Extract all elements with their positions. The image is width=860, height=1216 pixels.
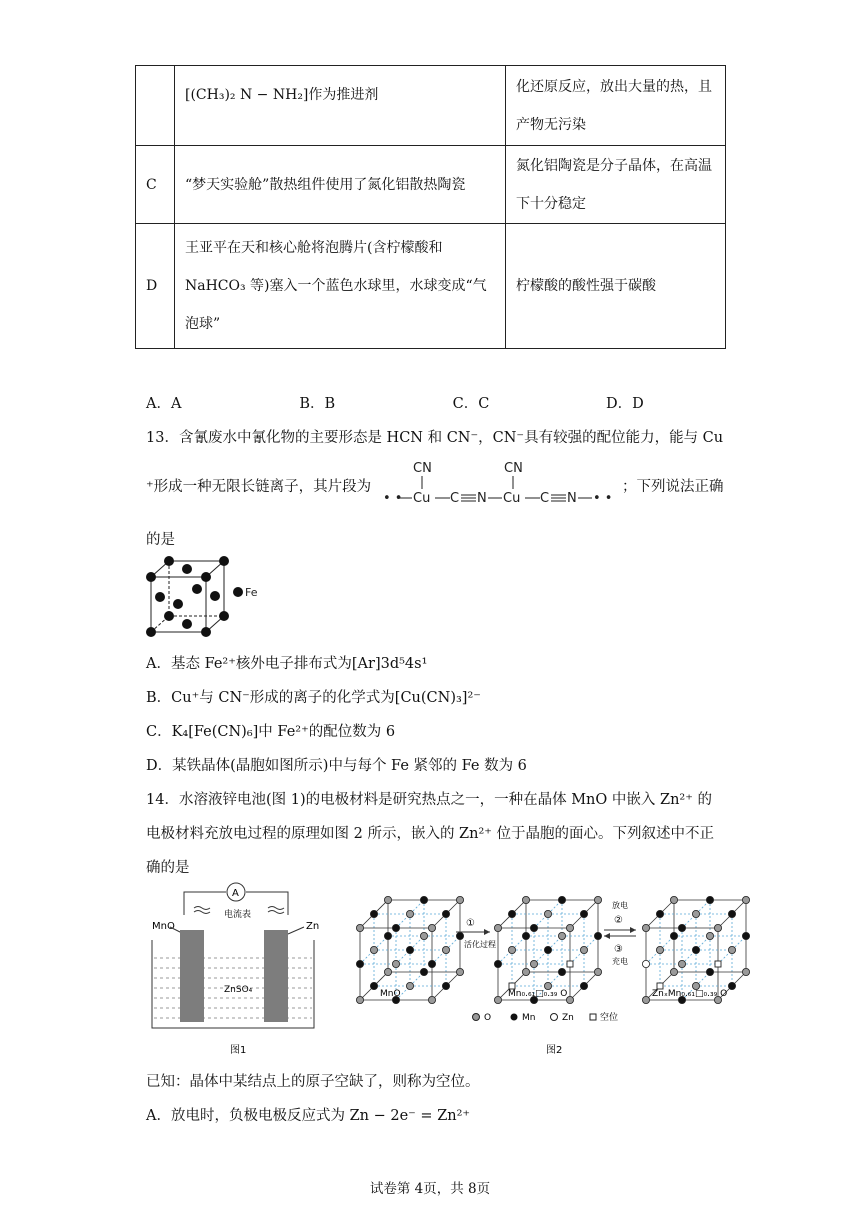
q13-line3: 的是 (146, 532, 175, 548)
row-c-content: “梦天实验舱”散热组件使用了氮化铝散热陶瓷 (175, 146, 506, 224)
mno-label: MnO (152, 921, 175, 932)
svg-text:电流表: 电流表 (224, 910, 252, 920)
q13-option-b[interactable]: B．Cu⁺与 CN⁻形成的离子的化学式为[Cu(CN)₃]²⁻ (146, 690, 481, 706)
row-c-label: C (136, 146, 175, 224)
figure-2-crystal-transformation (350, 880, 750, 1060)
row-c-reason: 氮化铝陶瓷是分子晶体，在高温 下十分稳定 (506, 146, 726, 224)
choice-c[interactable]: C．C (452, 396, 490, 412)
q14-line3: 确的是 (146, 860, 190, 876)
row-b-reason: 化还原反应，放出大量的热，且 产物无污染 (506, 66, 726, 146)
svg-text:①: ① (466, 918, 475, 929)
svg-text:充电: 充电 (612, 957, 628, 966)
n-1: N (477, 491, 487, 506)
q13-line2b: ；下列说法正确 (622, 479, 724, 495)
legend-mn: Mn (522, 1013, 536, 1023)
choice-a[interactable]: A．A (146, 396, 182, 412)
fig2-caption: 图2 (546, 1045, 563, 1056)
cell3-label: ZnₓMn₀.₆₁□₀.₃₉ O (652, 989, 728, 999)
fe-legend-label: Fe (245, 586, 258, 599)
q14-option-a[interactable]: A．放电时，负极电极反应式为 Zn − 2e⁻ = Zn²⁺ (146, 1108, 471, 1124)
cn-top-2: CN (504, 461, 523, 476)
row-d-content: 王亚平在天和核心舱将泡腾片(含柠檬酸和 NaHCO₃ 等)塞入一个蓝色水球里，水球变成“气 泡球” (175, 224, 506, 349)
n-2: N (567, 491, 577, 506)
svg-text:活化过程: 活化过程 (464, 940, 496, 949)
figure-1-zinc-battery (146, 880, 326, 1060)
electrolyte-label: ZnSO₄ (224, 985, 253, 995)
cu-1: Cu (413, 491, 431, 506)
row-b-content: [(CH₃)₂ N − NH₂]作为推进剂 (175, 66, 506, 146)
choice-d[interactable]: D．D (605, 396, 644, 412)
row-d-reason: 柠檬酸的酸性强于碳酸 (506, 224, 726, 349)
cell1-label: MnO (380, 989, 401, 999)
legend-vacancy: 空位 (600, 1013, 619, 1023)
q12-choices (146, 392, 706, 413)
cu-cn-chain-fragment (380, 456, 612, 514)
page-footer: 试卷第 4页，共 8页 (369, 1181, 491, 1197)
zn-label: Zn (306, 921, 320, 932)
q14-known: 已知：晶体中某结点上的原子空缺了，则称为空位。 (146, 1074, 480, 1090)
chain-start-dots: • • (383, 491, 403, 506)
mno-electrode (180, 930, 204, 1022)
chain-end-dots: • • (593, 491, 612, 506)
q13-line1: 13．含氰废水中氰化物的主要形态是 HCN 和 CN⁻，CN⁻具有较强的配位能力，能与 Cu (146, 430, 724, 446)
c-2: C (540, 491, 550, 506)
svg-text:放电: 放电 (612, 901, 628, 910)
q14-line2: 电极材料充放电过程的原理如图 2 所示，嵌入的 Zn²⁺ 位于晶胞的面心。下列叙述中不正 (146, 826, 715, 842)
svg-text:②: ② (614, 915, 623, 926)
options-table (135, 65, 726, 349)
cn-top-1: CN (413, 461, 432, 476)
fig1-caption: 图1 (230, 1045, 247, 1056)
q13-option-c[interactable]: C．K₄[Fe(CN)₆]中 Fe²⁺的配位数为 6 (146, 724, 396, 740)
cell2-label: Mn₀.₆₁□₀.₃₉ O (508, 989, 568, 999)
q13-option-a[interactable]: A．基态 Fe²⁺核外电子排布式为[Ar]3d⁵4s¹ (146, 656, 428, 672)
cu-2: Cu (503, 491, 521, 506)
svg-text:③: ③ (614, 944, 623, 955)
legend-o: O (484, 1013, 492, 1023)
choice-b[interactable]: B．B (299, 396, 336, 412)
fe-unit-cell-diagram (143, 555, 263, 640)
row-d-label: D (136, 224, 175, 349)
q14-line1: 14．水溶液锌电池(图 1)的电极材料是研究热点之一，一种在晶体 MnO 中嵌入 Zn²⁺ 的 (146, 792, 712, 808)
row-b-label (136, 66, 175, 146)
ammeter-icon: A (232, 888, 239, 899)
legend-zn: Zn (562, 1013, 574, 1023)
c-1: C (450, 491, 460, 506)
q13-line2a: ⁺形成一种无限长链离子，其片段为 (146, 479, 372, 495)
zn-electrode (264, 930, 288, 1022)
q13-option-d[interactable]: D．某铁晶体(晶胞如图所示)中与每个 Fe 紧邻的 Fe 数为 6 (146, 758, 527, 774)
